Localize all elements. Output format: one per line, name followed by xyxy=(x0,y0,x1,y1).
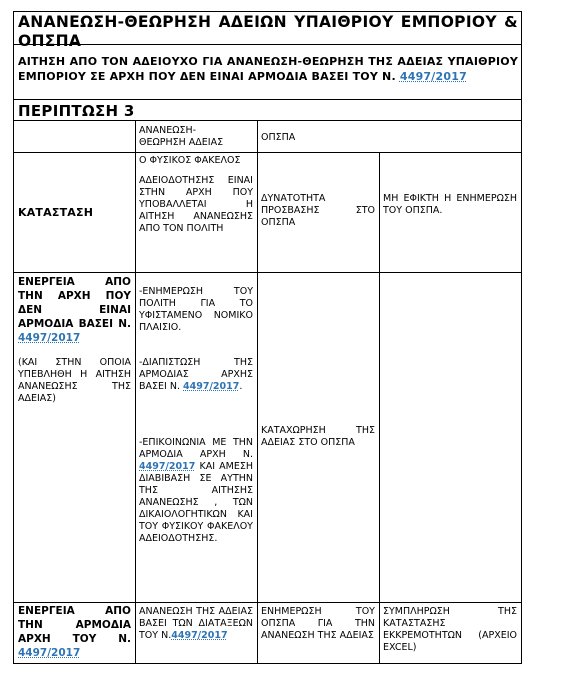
action-identify-authority xyxy=(139,357,253,393)
action-non-competent-label xyxy=(18,275,131,345)
communicate-text-2: ΚΑΙ ΑΜΕΣΗ ΔΙΑΒΙΒΑΣΗ ΣΕ ΑΥΤΗΝ ΤΗΣ ΑΙΤΗΣΗΣ ΑΝΑΝΕΩΣΗΣ , ΤΩΝ ΔΙΚΑΙΟΛΟΓΗΤΙΚΩΝ ΚΑΙ ΤΟΥ ΦΥΣΙΚΟΥ ΦΑΚΕΛΟΥ ΑΔΕΙΟΔΟΤΗΣΗΣ. xyxy=(139,461,253,544)
row-divider xyxy=(14,272,521,273)
header-renewal: ΑΝΑΝΕΩΣΗ-ΘΕΩΡΗΣΗ ΑΔΕΙΑΣ xyxy=(139,125,224,148)
action-competent-label xyxy=(18,604,131,660)
row-divider xyxy=(14,120,521,121)
action-communicate-authority xyxy=(139,437,253,545)
row-divider xyxy=(14,602,521,603)
column-divider xyxy=(257,120,258,664)
communicate-text: -ΕΠΙΚΟΙΝΩΝΙΑ ΜΕ ΤΗΝ ΑΡΜΟΔΙΑ ΑΡΧΗ Ν. xyxy=(139,437,253,460)
column-divider xyxy=(135,120,136,664)
submission-note: (ΚΑΙ ΣΤΗΝ ΟΠΟΙΑ ΥΠΕΒΛΗΘΗ Η ΑΙΤΗΣΗ ΑΝΑΝΕΩΣΗΣ ΤΗΣ ΑΔΕΙΑΣ) xyxy=(18,357,131,404)
identify-text: -ΔΙΑΠΙΣΤΩΣΗ ΤΗΣ ΑΡΜΟΔΙΑΣ ΑΡΧΗΣ ΒΑΣΕΙ Ν. xyxy=(139,357,253,392)
competent-label-text: ΕΝΕΡΓΕΙΑ ΑΠΟ ΤΗΝ ΑΡΜΟΔΙΑ ΑΡΧΗ ΤΟΥ Ν. xyxy=(18,605,131,645)
identify-end: . xyxy=(239,381,243,392)
renewal-text: ΑΝΑΝΕΩΣΗ ΤΗΣ ΑΔΕΙΑΣ ΒΑΣΕΙ ΤΩΝ ΔΙΑΤΑΞΕΩΝ ΤΟΥ Ν. xyxy=(139,606,253,641)
law-link[interactable]: 4497/2017 xyxy=(399,70,467,83)
law-link[interactable]: 4497/2017 xyxy=(18,647,81,659)
page-title: ΑΝΑΝΕΩΣΗ-ΘΕΩΡΗΣΗ ΑΔΕΙΩΝ ΥΠΑΙΘΡΙΟΥ ΕΜΠΟΡΙΟΥ & ΟΠΣΠΑ xyxy=(18,13,518,50)
row-divider xyxy=(14,152,521,153)
register-opspa-text: ΚΑΤΑΧΩΡΗΣΗ ΤΗΣ ΑΔΕΙΑΣ ΣΤΟ ΟΠΣΠΑ xyxy=(261,425,375,448)
update-unfeasible-text: ΜΗ ΕΦΙΚΤΗ Η ΕΝΗΜΕΡΩΣΗ ΤΟΥ ΟΠΣΠΑ. xyxy=(383,193,517,216)
status-label: ΚΑΤΑΣΤΑΣΗ xyxy=(18,206,94,219)
physical-file-p2: ΑΔΕΙΟΔΟΤΗΣΗΣ ΕΙΝΑΙ ΣΤΗΝ ΑΡΧΗ ΠΟΥ ΥΠΟΒΑΛΛΕΤΑΙ Η ΑΙΤΗΣΗ ΑΝΑΝΕΩΣΗΣ ΑΠΟ ΤΟΝ ΠΟΛΙΤΗ xyxy=(139,175,253,234)
law-link[interactable]: 4497/2017 xyxy=(18,332,81,344)
case-title: ΠΕΡΙΠΤΩΣΗ 3 xyxy=(18,102,135,120)
access-opspa-text: ΔΥΝΑΤΟΤΗΤΑ ΠΡΟΣΒΑΣΗΣ ΣΤΟ ΟΠΣΠΑ xyxy=(261,193,375,228)
document-table xyxy=(13,11,522,664)
row-divider xyxy=(14,99,521,100)
update-opspa-text: ΕΝΗΜΕΡΩΣΗ ΤΟΥ ΟΠΣΠΑ ΓΙΑ ΤΗΝ ΑΝΑΝΕΩΣΗ ΤΗΣ ΑΔΕΙΑΣ xyxy=(261,606,375,641)
complete-status-text: ΣΥΜΠΛΗΡΩΣΗ ΤΗΣ ΚΑΤΑΣΤΑΣΗΣ ΕΚΚΡΕΜΟΤΗΤΩΝ (ΑΡΧΕΙΟ EXCEL) xyxy=(383,606,517,653)
column-divider xyxy=(379,152,380,664)
law-link[interactable]: 4497/2017 xyxy=(139,461,196,472)
physical-file-text xyxy=(139,155,253,235)
law-link[interactable]: 4497/2017 xyxy=(171,630,228,641)
law-link[interactable]: 4497/2017 xyxy=(183,381,240,392)
header-opspa: ΟΠΣΠΑ xyxy=(261,132,296,143)
action-inform-citizen: -ΕΝΗΜΕΡΩΣΗ ΤΟΥ ΠΟΛΙΤΗ ΓΙΑ ΤΟ ΥΦΙΣΤΑΜΕΝΟ ΝΟΜΙΚΟ ΠΛΑΙΣΙΟ. xyxy=(139,286,253,333)
action-label-text: ΕΝΕΡΓΕΙΑ ΑΠΟ ΤΗΝ ΑΡΧΗ ΠΟΥ ΔΕΝ ΕΙΝΑΙ ΑΡΜΟΔΙΑ ΒΑΣΕΙ Ν. xyxy=(18,276,131,330)
request-description xyxy=(18,54,518,84)
request-text: ΑΙΤΗΣΗ ΑΠΟ ΤΟΝ ΑΔΕΙΟΥΧΟ ΓΙΑ ΑΝΑΝΕΩΣΗ-ΘΕΩΡΗΣΗ ΤΗΣ ΑΔΕΙΑΣ ΥΠΑΙΘΡΙΟΥ ΕΜΠΟΡΙΟΥ ΣΕ ΑΡΧΗ ΠΟΥ ΔΕΝ ΕΙΝΑΙ ΑΡΜΟΔΙΑ ΒΑΣΕΙ ΤΟΥ Ν. xyxy=(18,55,518,83)
physical-file-p1: Ο ΦΥΣΙΚΟΣ ΦΑΚΕΛΟΣ xyxy=(139,155,241,166)
renewal-provisions-text xyxy=(139,606,253,642)
